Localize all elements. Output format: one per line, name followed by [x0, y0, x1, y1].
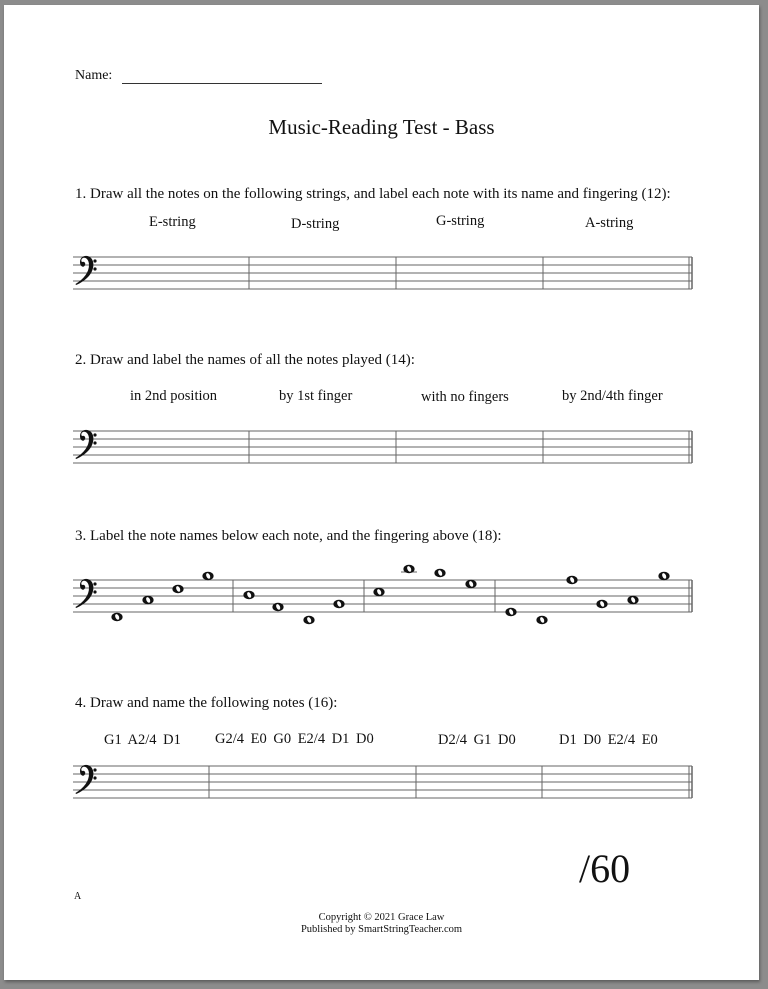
copyright-text: Copyright © 2021 Grace Law [318, 912, 445, 923]
whole-note-icon [465, 580, 476, 588]
whole-note-icon [505, 608, 516, 616]
q2-label-1st-finger: by 1st finger [279, 388, 353, 404]
page-title: Music-Reading Test - Bass [268, 115, 495, 139]
whole-note-icon [142, 596, 153, 604]
whole-note-icon [333, 600, 344, 608]
whole-note-icon [111, 613, 122, 621]
staves-layer [4, 5, 759, 980]
version-mark: A [74, 891, 82, 902]
whole-note-icon [303, 616, 314, 624]
whole-note-icon [566, 576, 577, 584]
q2-label-2nd-position: in 2nd position [130, 388, 218, 404]
q1-label-a-string: A-string [585, 215, 634, 231]
whole-note-icon [403, 565, 414, 573]
whole-note-icon [202, 572, 213, 580]
staff-3-notes [111, 565, 669, 624]
whole-note-icon [658, 572, 669, 580]
q2-label-no-fingers: with no fingers [421, 389, 509, 405]
q1-label-d-string: D-string [291, 216, 340, 232]
q4-notes-measure-1: G1 A2/4 D1 [104, 732, 181, 748]
whole-note-icon [434, 569, 445, 577]
whole-note-icon [627, 596, 638, 604]
question-3-prompt: 3. Label the note names below each note, and the fingering above (18): [75, 528, 502, 544]
q1-label-g-string: G-string [436, 213, 485, 229]
q1-label-e-string: E-string [149, 214, 196, 230]
q4-notes-measure-4: D1 D0 E2/4 E0 [559, 732, 658, 748]
whole-note-icon [272, 603, 283, 611]
staff-1[interactable] [73, 257, 692, 289]
staff-2[interactable] [73, 431, 692, 463]
q4-notes-measure-3: D2/4 G1 D0 [438, 732, 516, 748]
question-2-prompt: 2. Draw and label the names of all the notes played (14): [75, 352, 415, 368]
whole-note-icon [373, 588, 384, 596]
whole-note-icon [536, 616, 547, 624]
whole-note-icon [243, 591, 254, 599]
question-1-prompt: 1. Draw all the notes on the following strings, and label each note with its name and fingering (12): [75, 186, 671, 202]
q4-notes-measure-2: G2/4 E0 G0 E2/4 D1 D0 [215, 731, 374, 747]
question-4-prompt: 4. Draw and name the following notes (16): [75, 695, 338, 711]
whole-note-icon [172, 585, 183, 593]
publisher-text: Published by SmartStringTeacher.com [300, 924, 463, 935]
q2-label-2nd-4th-finger: by 2nd/4th finger [562, 388, 663, 404]
staff-4[interactable] [73, 766, 692, 798]
worksheet-page [4, 5, 759, 980]
total-score: /60 [579, 846, 631, 891]
whole-note-icon [596, 600, 607, 608]
name-label: Name: [75, 68, 113, 83]
